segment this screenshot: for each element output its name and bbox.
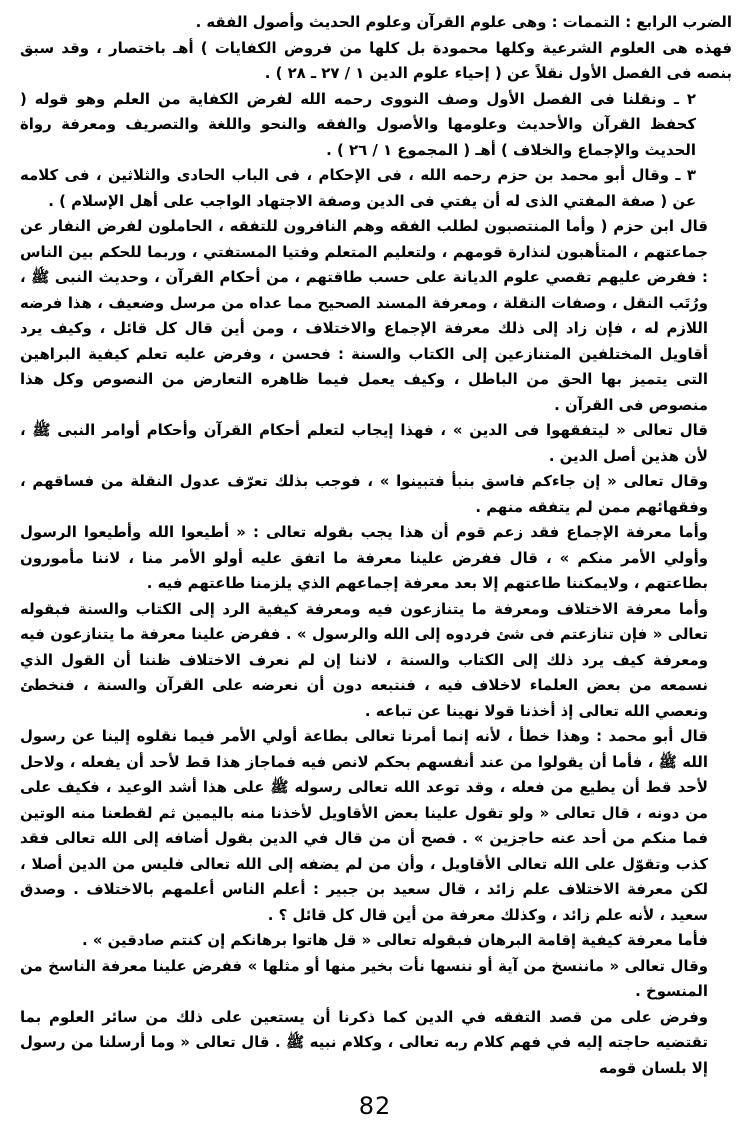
paragraph-12: وقال تعالى « ماننسخ من آية أو ننسها نأت بخير منها أو مثلها » ففرض علينا معرفة الناسخ من المنسوخ . [20, 956, 708, 1000]
paragraph-8: وأما معرفة الإجماع فقد زعم قوم أن هذا يجب بقوله تعالى : « أطيعوا الله وأطيعوا الرسول وأولي الأمر منكم » ، قال ففرض علينا معرفة ما اتفق عليه أولو الأمر منا ، لاننا مأمورون بطاعتهم ، ولايمكننا طاعتهم إلا بعد معرفة إجماعهم الذي يلزمنا طاعتهم فيه . [20, 523, 708, 592]
paragraph-13: وفرض على من قصد التفقه في الدين كما ذكرنا أن يستعين على ذلك من سائر العلوم بما تقتضيه حاجته إليه في فهم كلام ربه تعالى ، وكلام نبيه ﷺ . قال تعالى « وما أرسلنا من رسول إلا بلسان قومه [20, 1007, 708, 1077]
paragraph-11: فأما معرفة كيفية إقامة البرهان فبقوله تعالى « قل هاتوا برهانكم إن كنتم صادقين » . [82, 931, 708, 949]
paragraph-5: قال ابن حزم ( وأما المنتصبون لطلب الفقه وهم النافرون للتفقه ، الحاملون لفرض النفار عن جماعتهم ، المتأهبون لنذارة قومهم ، ولتعليم المتعلم وفتيا المستفتي ، وربما للحكم بين الناس : ففرض عليهم تقصي علوم الديانة على حسب طاقتهم ، من أحكام القرآن ، وحديث النبى ﷺ ، ورُتَب النقل ، وصفات النقلة ، ومعرفة المسند الصحيح مما عداه من مرسل وضعيف ، هذا فرضه اللازم له ، فإن زاد إلى ذلك معرفة الإجماع والاختلاف ، ومن أين قال كل قائل ، وكيف يرد أقاويل المختلفين المتنازعين إلى الكتاب والسنة : فحسن ، وفرض عليه تعلم كيفية البراهين التى يتميز بها الحق من الباطل ، وكيف يعمل فيما ظاهره التعارض من النصوص وكل هذا منصوص فى القرآن . [20, 217, 708, 414]
paragraph-3: ٢ ـ ونقلنا فى الفصل الأول وصف النووى رحمه الله لفرض الكفاية من العلم وهو قوله ( كحفظ القرآن والأحديث وعلومها والأصول والفقه والنحو واللغة والتصريف ومعرفة رواة الحديث والإجماع والخلاف ) أهـ ( المجموع ١ / ٢٦ ) . [20, 89, 696, 159]
page-number: 82 [358, 1092, 392, 1120]
paragraph-4: ٣ ـ وقال أبو محمد بن حزم رحمه الله ، فى الإحكام ، فى الباب الحادى والثلاثين ، فى كلامه عن ( صفة المفتي الذى له أن يفتي فى الدين وصفة الاجتهاد الواجب على أهل الإسلام ) . [20, 166, 696, 210]
page-body [20, 10, 732, 1081]
paragraph-6: قال تعالى « ليتفقهوا فى الدين » ، فهذا إيجاب لتعلم أحكام القرآن وأحكام أوامر النبى ﷺ ، لأن هذين أصل الدين . [20, 421, 708, 465]
paragraph-2: فهذه هى العلوم الشرعية وكلها محمودة بل كلها من فروض الكفايات ) أهـ باختصار ، وقد سبق بنصه فى الفصل الأول نقلاً عن ( إحياء علوم الدين ١ / ٢٧ ـ ٢٨ ) . [20, 38, 732, 82]
paragraph-10: قال أبو محمد : وهذا خطأ ، لأنه إنما أمرنا تعالى بطاعة أولي الأمر فيما نقلوه إلينا عن رسول الله ﷺ ، فأما أن يقولوا من عند أنفسهم بحكم لانص فيه فماجاز هذا قط لأحد أن يفعله ، ولاحل لأحد قط أن يطيع من فعله ، وقد توعد الله تعالى رسوله ﷺ على هذا أشد الوعيد ، فكيف على من دونه ، قال تعالى « ولو تقول علينا بعض الأقاويل لأخذنا منه باليمين ثم لقطعنا منه الوتين فما منكم من أحد عنه حاجزين » . فصح أن من قال في الدين بقول أضافه إلى الله تعالى فقد كذب وتقوّل على الله تعالى الأقاويل ، وأن من لم يضفه إلى الله تعالى فليس من الدين أصلا ، لكن معرفة الاختلاف علم زائد ، قال سعيد بن جبير : أعلم الناس أعلمهم بالاختلاف . وصدق سعيد ، لأنه علم زائد ، وكذلك معرفة من أين قال كل قائل ؟ . [20, 727, 708, 924]
paragraph-7: وقال تعالى « إن جاءكم فاسق بنبأ فتبينوا » ، فوجب بذلك تعرّف عدول النقلة من فساقهم ، وفقهائهم ممن لم يتفقه منهم . [20, 472, 708, 516]
paragraph-1: الضرب الرابع : التممات : وهى علوم القرآن وعلوم الحديث وأصول الفقه . [195, 13, 732, 31]
paragraph-9: وأما معرفة الاختلاف ومعرفة ما يتنازعون فيه ومعرفة كيفية الرد إلى الكتاب والسنة فبقوله تعالى « فإن تنازعتم فى شئ فردوه إلى الله والرسول » . ففرض علينا معرفة ما يتنازعون فيه ومعرفة كيف يرد ذلك إلى الكتاب والسنة ، لاننا إن لم نعرف الاختلاف ظننا أن القول الذي نسمعه من بعض العلماء لاخلاف فيه ، فنتبعه دون أن نعرضه على القرآن والسنة ، فنخطئ ونعصي الله تعالى إذ أخذنا قولا نهينا عن تباعه . [20, 599, 708, 720]
